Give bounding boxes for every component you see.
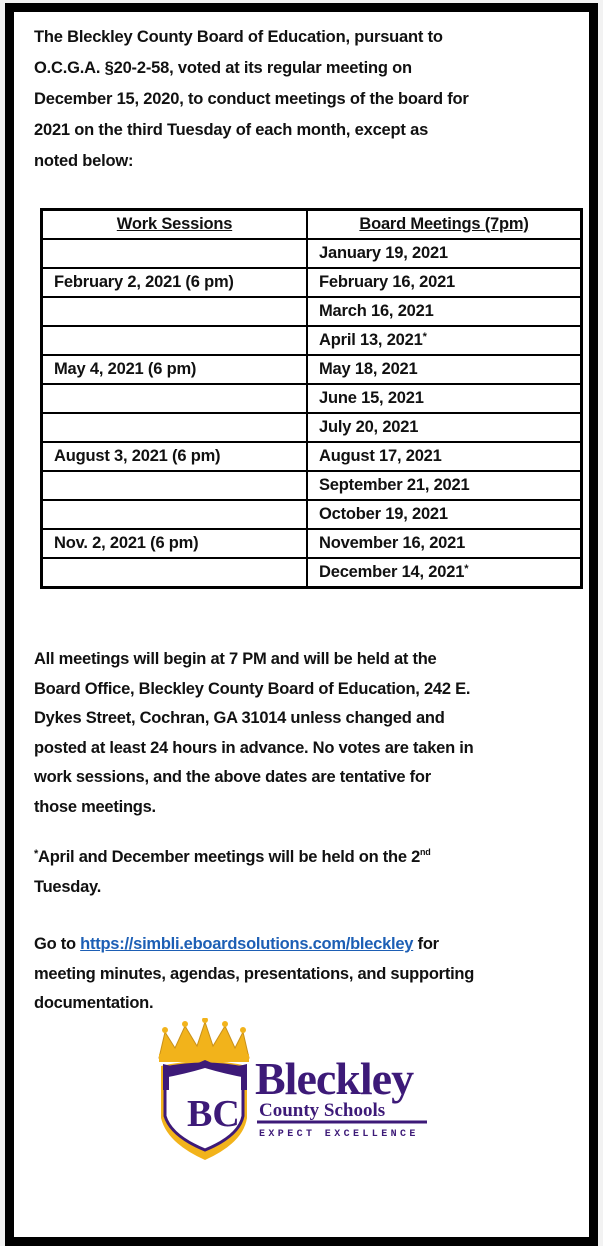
footnote-paragraph	[34, 843, 589, 902]
board-meeting-date: December 14, 2021	[319, 563, 465, 581]
work-session-cell	[42, 239, 308, 268]
work-session-cell	[42, 297, 308, 326]
meetings-info-paragraph	[34, 645, 589, 822]
logo-subtitle: County Schools	[259, 1100, 386, 1121]
board-meeting-cell	[307, 355, 582, 384]
work-session-cell: February 2, 2021 (6 pm)	[42, 268, 308, 297]
table-row	[42, 268, 582, 297]
header-work-sessions: Work Sessions	[42, 210, 308, 240]
table-row	[42, 500, 582, 529]
footnote-text: April and December meetings will be held on the 2	[38, 848, 421, 866]
table-row	[42, 355, 582, 384]
work-session-cell	[42, 558, 308, 588]
table-row	[42, 326, 582, 355]
eboard-link[interactable]: https://simbli.eboardsolutions.com/bleckley	[80, 935, 414, 953]
table-row	[42, 413, 582, 442]
table-row	[42, 529, 582, 558]
table-row	[42, 558, 582, 588]
board-meeting-date: October 19, 2021	[319, 505, 448, 523]
bleckley-logo	[155, 1018, 445, 1163]
para-line: those meetings.	[34, 797, 156, 816]
board-meeting-date: June 15, 2021	[319, 389, 424, 407]
intro-line: 2021 on the third Tuesday of each month, except as	[34, 121, 429, 139]
second-tuesday-marker: *	[422, 331, 427, 343]
board-meeting-cell	[307, 413, 582, 442]
board-meeting-cell	[307, 239, 582, 268]
para-line: All meetings will begin at 7 PM and will be held at the	[34, 650, 437, 668]
work-session-cell: Nov. 2, 2021 (6 pm)	[42, 529, 308, 558]
board-meeting-date: May 18, 2021	[319, 360, 418, 378]
intro-paragraph	[34, 22, 582, 177]
goto-line-3: documentation.	[34, 994, 154, 1012]
board-meeting-date: August 17, 2021	[319, 447, 442, 465]
work-session-cell	[42, 500, 308, 529]
intro-line: The Bleckley County Board of Education, pursuant to	[34, 28, 443, 46]
board-meeting-date: July 20, 2021	[319, 418, 419, 436]
para-line: Dykes Street, Cochran, GA 31014 unless changed and	[34, 709, 445, 727]
work-session-cell: August 3, 2021 (6 pm)	[42, 442, 308, 471]
table-row	[42, 471, 582, 500]
footnote-text-end: Tuesday.	[34, 877, 102, 896]
board-meeting-date: March 16, 2021	[319, 302, 434, 320]
goto-paragraph	[34, 930, 589, 1019]
intro-line: O.C.G.A. §20-2-58, voted at its regular meeting on	[34, 59, 412, 77]
work-session-cell	[42, 326, 308, 355]
board-meeting-date: February 16, 2021	[319, 273, 456, 291]
board-meeting-cell	[307, 471, 582, 500]
goto-prefix: Go to	[34, 935, 81, 953]
work-session-cell	[42, 384, 308, 413]
meeting-schedule-table	[40, 208, 583, 589]
board-meeting-cell	[307, 500, 582, 529]
intro-line: December 15, 2020, to conduct meetings of the board for	[34, 90, 469, 108]
second-tuesday-marker: *	[464, 563, 469, 575]
work-session-cell	[42, 471, 308, 500]
table-row	[42, 384, 582, 413]
para-line: Board Office, Bleckley County Board of Education, 242 E.	[34, 679, 471, 698]
para-line: work sessions, and the above dates are tentative for	[34, 768, 431, 786]
footnote-star: *	[34, 848, 39, 860]
table-row	[42, 297, 582, 326]
board-meeting-cell	[307, 268, 582, 297]
footnote-superscript: nd	[420, 847, 431, 857]
board-meeting-cell	[307, 558, 582, 588]
work-session-cell	[42, 413, 308, 442]
board-meeting-cell	[307, 384, 582, 413]
para-line: posted at least 24 hours in advance. No votes are taken in	[34, 738, 474, 757]
board-meeting-cell	[307, 442, 582, 471]
header-board-meetings: Board Meetings (7pm)	[307, 210, 582, 240]
logo-monogram: BC	[187, 1093, 240, 1135]
bleckley-logo-graphic	[155, 1018, 445, 1163]
table-header-row	[42, 210, 582, 240]
board-meeting-date: April 13, 2021	[319, 331, 423, 349]
goto-line-2: meeting minutes, agendas, presentations, and supporting	[34, 964, 475, 983]
logo-name: Bleckley	[255, 1053, 414, 1104]
crown-icon	[159, 1018, 249, 1062]
logo-tagline: EXPECT EXCELLENCE	[259, 1129, 419, 1140]
table-row	[42, 239, 582, 268]
intro-line: noted below:	[34, 152, 134, 170]
board-meeting-date: November 16, 2021	[319, 534, 466, 552]
board-meeting-cell	[307, 529, 582, 558]
board-meeting-cell	[307, 326, 582, 355]
board-meeting-cell	[307, 297, 582, 326]
table-row	[42, 442, 582, 471]
work-session-cell: May 4, 2021 (6 pm)	[42, 355, 308, 384]
board-meeting-date: September 21, 2021	[319, 476, 470, 494]
goto-suffix: for	[413, 935, 439, 953]
board-meeting-date: January 19, 2021	[319, 244, 448, 262]
